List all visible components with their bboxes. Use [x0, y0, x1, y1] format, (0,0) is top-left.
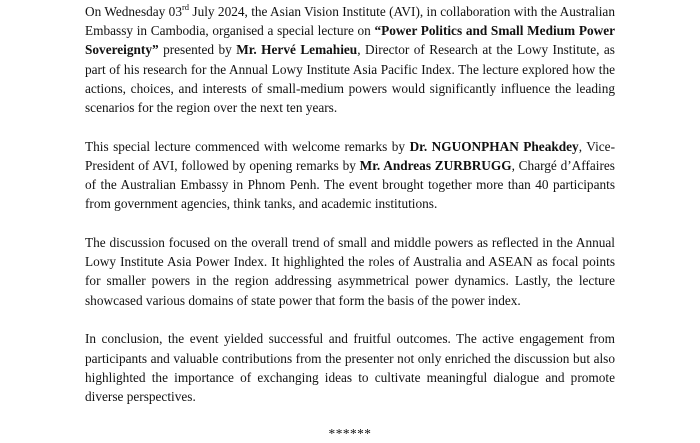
text-run: , Vice-President of AVI, followed by opening remarks by [85, 138, 615, 173]
date-ordinal-suffix: rd [181, 1, 190, 12]
text-run: , Chargé d’Affaires of the Australian Embassy in Phnom Penh. The event brought together more than 40 participants from government agencies, think tanks, and academic institutions. [85, 157, 615, 212]
text-run: This special lecture commenced with welcome remarks by [85, 138, 410, 154]
text-run: On Wednesday 03 [85, 4, 182, 19]
paragraph-event-intro [85, 2, 615, 117]
section-separator: ****** [328, 425, 372, 441]
text-run: July 2024, the Asian Vision Institute (AVI), in collaboration with the Australian Embassy in Cambodia, organised a special lecture on [85, 4, 615, 39]
paragraph-opening-remarks [85, 137, 615, 214]
text-run: presented by [158, 42, 237, 58]
presenter-name: Mr. Hervé Lemahieu [236, 42, 358, 58]
lecture-title: “Power Politics and Small Medium Power Sovereignty” [85, 23, 615, 58]
paragraph-conclusion: In conclusion, the event yielded successful and fruitful outcomes. The active engagement from participants and valuable contributions from the presenter not only enriched the discussion but also highlighted the importance of exchanging ideas to cultivate meaningful dialogue and promote diverse perspectives. [85, 331, 615, 404]
text-run: , Director of Research at the Lowy Institute, as part of his research for the Annual Lowy Institute Asia Pacific Index. The lecture explored how the actions, choices, and interests of small-medium powers would significantly influence the leading scenarios for the region over the next ten years. [85, 42, 615, 116]
speaker-name-charge-daffaires: Mr. Andreas ZURBRUGG [359, 157, 512, 173]
paragraph-discussion: The discussion focused on the overall trend of small and middle powers as reflected in the Annual Lowy Institute Asia Power Index. It highlighted the roles of Australia and ASEAN as focal points for smaller powers in the region addressing asymmetrical power dynamics. Lastly, the lecture showcased various domains of state power that form the basis of the power index. [85, 235, 615, 308]
speaker-name-vice-president: Dr. NGUONPHAN Pheakdey [409, 138, 579, 154]
document-body [85, 0, 615, 443]
